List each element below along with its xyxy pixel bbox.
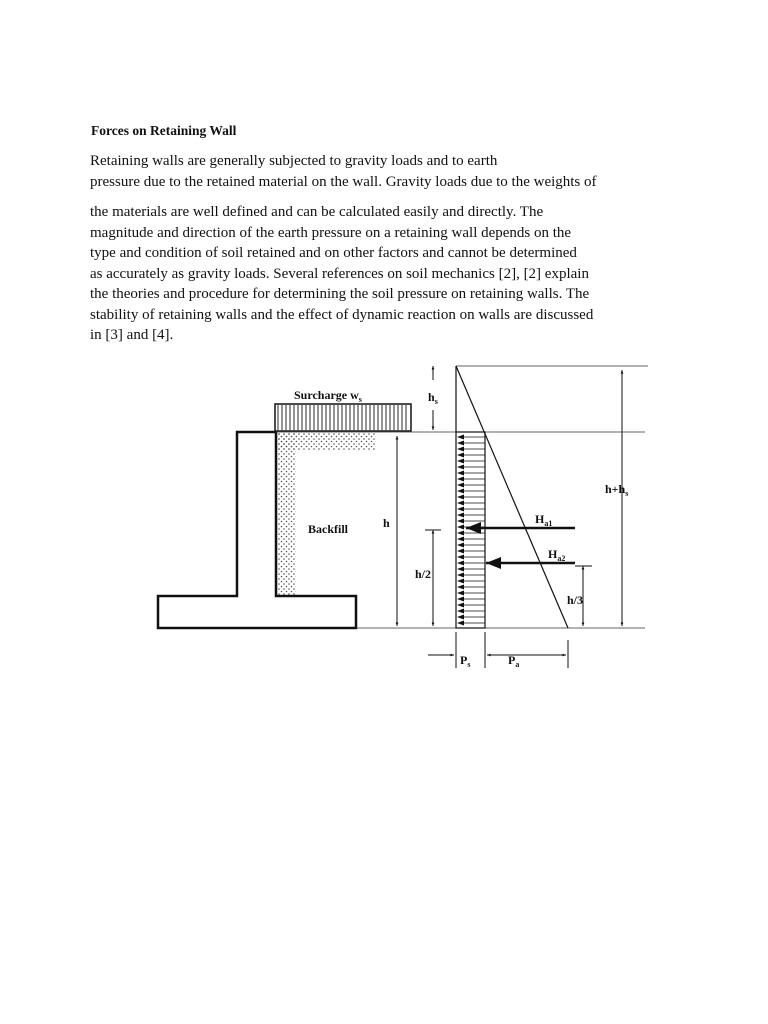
backfill-soil-top <box>276 432 376 450</box>
label-pa-text: P <box>508 653 516 667</box>
pressure-arrow-head <box>457 489 464 494</box>
paragraph-2-line: magnitude and direction of the earth pressure on a retaining wall depends on the <box>90 224 572 241</box>
pressure-arrow-head <box>457 567 464 572</box>
label-ps-sub: s <box>467 660 471 669</box>
pressure-arrow-head <box>457 585 464 590</box>
surcharge-hatching <box>278 405 406 430</box>
pressure-arrow-head <box>457 459 464 464</box>
label-ps <box>460 653 470 669</box>
pressure-arrow-head <box>457 513 464 518</box>
section-heading: Forces on Retaining Wall <box>91 123 237 138</box>
label-ha1-text: H <box>535 512 545 526</box>
pressure-arrow-head <box>457 537 464 542</box>
pressure-arrow-head <box>457 555 464 560</box>
surcharge-block <box>275 404 411 431</box>
paragraph-2-line: the theories and procedure for determining the soil pressure on retaining walls. The <box>90 286 590 302</box>
pressure-arrow-head <box>457 447 464 452</box>
label-ha1-sub: a1 <box>544 519 553 528</box>
pressure-arrow-head <box>457 597 464 602</box>
pressure-arrow-head <box>457 435 464 440</box>
pressure-arrow-head <box>457 501 464 506</box>
pressure-arrow-head <box>457 591 464 596</box>
label-h: h <box>383 516 390 530</box>
label-h-half: h/2 <box>415 567 432 581</box>
pressure-arrow-head <box>457 519 464 524</box>
pressure-arrow-head <box>457 549 464 554</box>
pressure-arrow-head <box>457 561 464 566</box>
pressure-arrow-head <box>457 453 464 458</box>
label-surcharge <box>294 388 362 404</box>
surcharge-pressure-arrows <box>457 435 485 626</box>
label-h-plus-hs-text: h+h <box>605 482 626 496</box>
pressure-arrow-head <box>457 603 464 608</box>
label-surcharge-sub: s <box>358 395 362 404</box>
pressure-arrow-head <box>457 543 464 548</box>
paragraph-2-line: the materials are well defined and can be calculated easily and directly. The <box>90 204 544 220</box>
label-pa-sub: a <box>515 660 520 669</box>
paragraph-2-line: type and condition of soil retained and on other factors and cannot be determined <box>90 245 577 261</box>
label-h-plus-hs-sub: s <box>625 489 629 498</box>
paragraph-1-line: Retaining walls are generally subjected to gravity loads and to earth <box>90 153 498 169</box>
pressure-arrow-head <box>457 573 464 578</box>
label-hs-sub: s <box>434 397 438 406</box>
pressure-arrow-head <box>457 621 464 626</box>
paragraph-2-line: stability of retaining walls and the effect of dynamic reaction on walls are discussed <box>90 306 594 323</box>
pressure-arrow-head <box>457 471 464 476</box>
label-h-third: h/3 <box>567 593 584 607</box>
pressure-arrow-head <box>457 465 464 470</box>
label-hs-text: h <box>428 390 435 404</box>
label-ha1 <box>535 512 552 528</box>
label-ha2-sub: a2 <box>557 554 566 563</box>
label-ha2-text: H <box>548 547 558 561</box>
label-surcharge-text: Surcharge w <box>294 388 359 402</box>
label-ps-text: P <box>460 653 468 667</box>
pressure-arrow-head <box>457 495 464 500</box>
pressure-arrow-head <box>457 525 464 530</box>
pressure-arrow-head <box>457 483 464 488</box>
backfill-soil <box>276 432 296 596</box>
pressure-arrow-head <box>457 441 464 446</box>
pressure-arrow-head <box>457 507 464 512</box>
paragraph-1-line: pressure due to the retained material on the wall. Gravity loads due to the weights of <box>90 173 597 190</box>
paragraph-2-line: as accurately as gravity loads. Several references on soil mechanics [2], [2] explain <box>90 265 589 282</box>
label-ha2 <box>548 547 565 563</box>
pressure-arrow-head <box>457 477 464 482</box>
pressure-arrow-head <box>457 615 464 620</box>
pressure-arrow-head <box>457 579 464 584</box>
label-backfill: Backfill <box>308 522 349 536</box>
paragraph-2-line: in [3] and [4]. <box>90 327 174 343</box>
label-hs <box>428 390 438 406</box>
pressure-arrow-head <box>457 531 464 536</box>
pressure-arrow-head <box>457 609 464 614</box>
label-h-plus-hs <box>605 482 628 498</box>
